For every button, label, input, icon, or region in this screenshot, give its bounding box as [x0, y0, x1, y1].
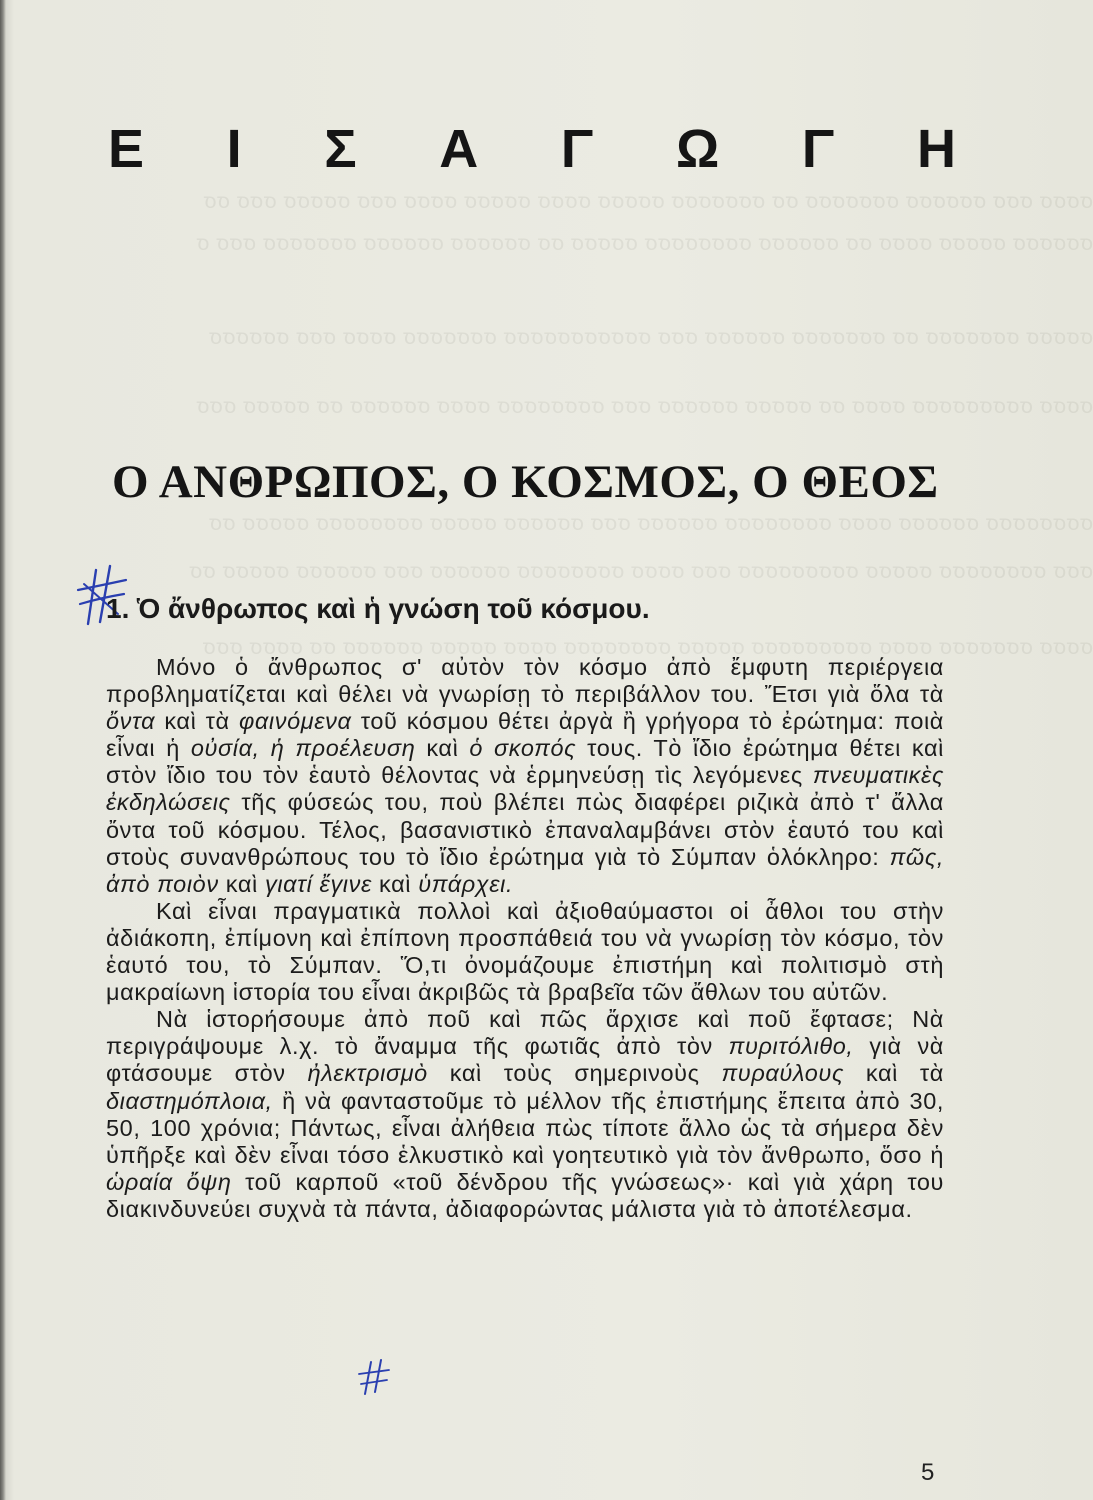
text-run: τῆς φύσεώς του, ποὺ βλέπει πὼς διαφέρει ριζικὰ ἀπὸ τ' ἄλλα ὄντα τοῦ κόσμου. Τέλος, βασανιστικὸ ἐπαναλαμβάνει στὸν ἑαυτό του καὶ στοὺς συνανθρώπους του τὸ ἴδιο ἐρώτημα γιὰ τὸ Σύμπαν ὁλόκληρο:	[106, 789, 944, 870]
text-run: καὶ	[415, 735, 470, 762]
text-run: Μόνο ὁ ἄνθρωπος σ' αὐτὸν τὸν κόσμο ἀπὸ ἔμφυτη περιέργεια προβληματίζεται καὶ θέλει νὰ γνωρίσῃ τὸ περιβάλλον του. Ἔτσι γιὰ ὅλα τὰ	[106, 654, 944, 708]
section-label-letter: Γ	[560, 119, 596, 179]
text-run: καὶ τὰ	[155, 708, 239, 735]
italic-run: διαστημόπλοια,	[106, 1087, 273, 1114]
page-number: 5	[921, 1459, 935, 1486]
text-run: Καὶ εἶναι πραγματικὰ πολλοὶ καὶ ἀξιοθαύμαστοι οἱ ἆθλοι του στὴν ἀδιάκοπη, ἐπίμονη καὶ ἐπίπονη προσπάθειά του νὰ γνωρίσῃ τὸν κόσμο, τὸν ἑαυτό του, τὸ Σύμπαν. Ὅ,τι ὀνομάζουμε ἐπιστήμη καὶ πολιτισμὸ στὴ μακραίωνη ἱστορία του εἶναι ἀκριβῶς τὰ βραβεῖα τῶν ἄθλων του αὐτῶν.	[106, 897, 944, 1006]
section-label-letter: Γ	[801, 119, 837, 179]
section-label-letter: Η	[916, 119, 958, 179]
section-label-letter: Σ	[324, 119, 359, 179]
section-label-letter: Ω	[675, 119, 722, 179]
italic-run: πυριτόλιθο,	[728, 1033, 854, 1060]
italic-run: ὄντα	[106, 708, 156, 735]
text-run: τοῦ καρποῦ «τοῦ δένδρου τῆς γνώσεως»· καὶ γιὰ χάρη του διακινδυνεύει συχνὰ τὰ πάντα, ἀδιαφορώντας μάλιστα γιὰ τὸ ἀποτέλεσμα.	[106, 1168, 944, 1222]
pen-end-mark	[357, 1358, 393, 1398]
paragraph	[106, 1006, 944, 1223]
italic-run: πνευματικὲς ἐκδηλώσεις	[106, 762, 944, 816]
paragraph	[106, 898, 944, 1006]
italic-run: ὑπάρχει.	[418, 870, 514, 897]
section-label-letter: Ι	[226, 119, 244, 179]
section-heading: 1. Ὁ ἄνθρωπος καὶ ἡ γνώση τοῦ κόσμου.	[106, 593, 650, 624]
body-text	[106, 654, 944, 1223]
text-run: καὶ	[218, 870, 265, 897]
paragraph	[106, 654, 944, 898]
text-run: γιὰ νὰ φτάσουμε στὸν	[106, 1033, 944, 1087]
section-label-letter: Ε	[108, 119, 147, 179]
section-label	[108, 118, 958, 180]
italic-run: φαινόμενα	[239, 708, 352, 735]
text-run: ἢ νὰ φανταστοῦμε τὸ μέλλον τῆς ἐπιστήμης ἔπειτα ἀπὸ 30, 50, 100 χρόνια; Πάντως, εἶναι ἀλήθεια πὼς τίποτε ἄλλο ὡς τὰ σήμερα δὲν ὑπῆρξε καὶ δὲν εἶναι τόσο ἑλκυστικὸ καὶ γοητευτικὸ γιὰ τὸν ἄνθρωπο, ὅσο ἡ	[106, 1087, 944, 1168]
chapter-title: Ο ΑΝΘΡΩΠΟΣ, Ο ΚΟΣΜΟΣ, Ο ΘΕΟΣ	[112, 456, 939, 508]
text-run: καὶ τὰ	[843, 1060, 944, 1087]
section-label-letter: Α	[439, 119, 481, 179]
italic-run: οὐσία, ἡ προέλευση	[190, 735, 416, 762]
italic-run: πυραύλους	[721, 1060, 844, 1087]
text-run: τους. Τὸ ἴδιο ἐρώτημα θέτει καὶ στὸν ἴδιο του τὸν ἑαυτὸ θέλοντας νὰ ἑρμηνεύσῃ τὶς λεγόμενες	[106, 735, 945, 789]
italic-run: πῶς, ἀπὸ ποιὸν	[106, 843, 944, 897]
text-run: Νὰ ἱστορήσουμε ἀπὸ ποῦ καὶ πῶς ἄρχισε καὶ ποῦ ἔφτασε; Νὰ περιγράψουμε λ.χ. τὸ ἄναμμα τῆς φωτιᾶς ἀπὸ τὸν	[106, 1006, 944, 1060]
text-run: καὶ	[371, 870, 419, 897]
text-run: τοῦ κόσμου θέτει ἀργὰ ἢ γρήγορα τὸ ἐρώτημα: ποιὰ εἶναι ἡ	[106, 708, 944, 762]
italic-run: ἠλεκτρισμὸ	[307, 1060, 428, 1087]
text-run: καὶ τοὺς σημερινοὺς	[427, 1060, 722, 1087]
italic-run: ὁ σκοπός	[469, 735, 577, 762]
italic-run: γιατί ἔγινε	[265, 870, 372, 897]
italic-run: ὡραία ὄψη	[106, 1168, 232, 1195]
